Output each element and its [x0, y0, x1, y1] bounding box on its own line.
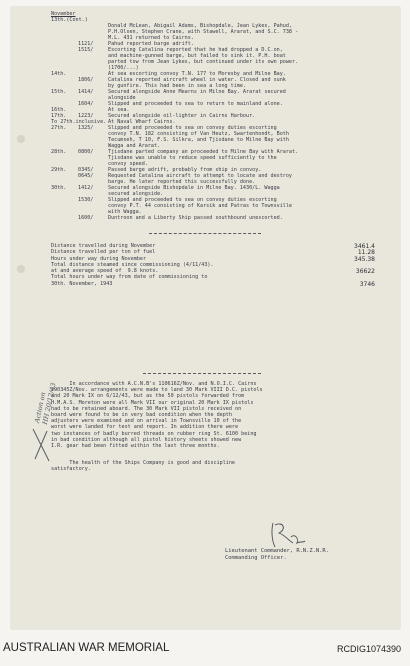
- log-time: 1414/: [78, 89, 94, 95]
- log-time: 1515/: [78, 47, 94, 53]
- log-time: 1223/: [78, 113, 94, 119]
- log-time: 1806/: [78, 77, 94, 83]
- log-text: At sea.: [108, 107, 130, 113]
- punch-hole: [17, 265, 25, 273]
- log-text: Slipped and proceeded to sea to return to mainland alone.: [108, 101, 283, 107]
- pistol-report-paragraph: In accordance with A.C.N.B's 110616Z/Nov. and N.O.I.C. Cairns 290345Z/Nov. arrangements were made to land 30 Mark VIII D.C. pistols and 20 Mark IX on 6/12/43, but as the 50 pistols forwarded from H.M.A.S. Moreton were all Mark VII our original 20 Mark IX pistols had to be retained aboard. The 30 Mark VII pistols received on board were found to be in very bad condition when the depth adjusters were examined and on arrival in Townsville 10 of the worst were landed for test and report. In addition there were two instances of badly burred threads on rubber ring St. 6100 being in bad condition although all pistol history sheets showed new I.R. gear had been fitted within the last three months.: [51, 381, 263, 450]
- divider-bottom: [143, 373, 261, 374]
- distance-label: Total distance steamed since commissioning (4/11/43).: [51, 261, 214, 268]
- log-text: Wagga and Ararat.: [108, 143, 161, 149]
- signature-role: Commanding Officer.: [225, 555, 287, 561]
- distance-value: 3461.4: [354, 243, 375, 250]
- distance-row: [51, 281, 387, 287]
- log-text: convoy speed.: [108, 161, 148, 167]
- distance-summary: [51, 243, 387, 287]
- log-text: Requested Catalina aircraft to attempt to locate and destroy: [108, 173, 293, 179]
- log-text: Secured alongside oil-lighter in Cairns Harbour.: [108, 113, 256, 119]
- log-text: barge. He later reported this successfully done.: [108, 179, 256, 185]
- log-time: 1530/: [78, 197, 94, 203]
- log-text: Tjisdane parted company an proceeded to Milne Bay with Ararat.: [108, 149, 299, 155]
- log-text: by gunfire. This had been in sea a long time.: [108, 83, 247, 89]
- footer-document-id: RCDIG1074390: [336, 644, 401, 654]
- log-day: 15th.: [51, 89, 67, 95]
- distance-value: 3746: [359, 280, 375, 288]
- log-text: Pahud reported barge adrift.: [108, 41, 194, 47]
- log-text: Duntroon and a Liberty Ship passed southbound unescorted.: [108, 215, 283, 221]
- log-text: Secured alongside Bishopdale in Milne Bay. 1430/L. Wagga: [108, 185, 280, 191]
- log-text: P.H.Olsen, Stephen Crane, with Stawell, Ararat, and S.C. 738 -: [108, 29, 299, 35]
- log-day: 17th.: [51, 113, 67, 119]
- health-statement: The health of the Ships Company is good and discipline satisfactory.: [51, 460, 236, 473]
- log-text: convoy P.T. 44 consisting of Karsik and Patras to Townsville: [108, 203, 293, 209]
- margin-note-text: Action on HH 20/12/43: [33, 381, 58, 426]
- log-text: convoy T.N. 182 consisting of Van Heutz, Swartenhondt, Both: [108, 131, 289, 137]
- log-day: 14th.: [51, 71, 67, 77]
- distance-value: 345.38: [354, 255, 375, 263]
- log-time: 1604/: [78, 101, 94, 107]
- continued-date: 13th.(Cont.): [51, 17, 88, 23]
- log-time: 0800/: [78, 149, 94, 155]
- log-text: secured alongside.: [108, 191, 164, 197]
- month-heading: November: [51, 11, 76, 17]
- log-time: 0645/: [78, 173, 94, 179]
- log-text: Catalina reported aircraft wheel in water. Closed and sunk: [108, 77, 286, 83]
- log-text: with Wagga.: [108, 209, 142, 215]
- log-text: Escorting Catalina reported that he had dropped a D.C.on,: [108, 47, 283, 53]
- distance-label: Distance travelled during November: [51, 243, 156, 249]
- distance-label: at and average speed of 9.8 knots.: [51, 268, 159, 275]
- log-time: 1600/: [78, 215, 94, 221]
- document-page: [11, 7, 400, 629]
- distance-label: Hours under way during November: [51, 255, 147, 262]
- log-text: parted tow from Jean Lykes, but continued under its own power.: [108, 59, 299, 65]
- punch-hole: [17, 135, 25, 143]
- divider-top: [149, 233, 261, 234]
- log-text: Slipped and proceeded to sea on convoy duties escorting: [108, 197, 277, 203]
- log-time: 1325/: [78, 125, 94, 131]
- log-text: At sea escorting convoy T.N. 177 to Moresby and Milne Bay.: [108, 71, 286, 77]
- margin-cross-mark: [29, 425, 53, 465]
- log-time: 1121/: [78, 41, 94, 47]
- log-day: 29th.: [51, 167, 67, 173]
- distance-label: Distance travelled per ton of fuel: [51, 249, 156, 256]
- log-day: 27th.: [51, 125, 67, 131]
- log-day: To 27th.inclusive.: [51, 119, 107, 125]
- log-text: At Naval Wharf Cairns.: [108, 119, 176, 125]
- log-row: [51, 215, 391, 221]
- footer-publisher: AUSTRALIAN WAR MEMORIAL: [3, 642, 170, 654]
- log-text: M.L. 431 returned to Cairns.: [108, 35, 194, 41]
- log-text: Tecumseh, T 10, F.S. Silkra, and Tjisdane to Milne Bay with: [108, 137, 289, 143]
- log-time: 1412/: [78, 185, 94, 191]
- log-text: Donald McLean, Abigail Adams, Bishopdale, Jean Lykes, Pahud,: [108, 23, 293, 29]
- log-entries: [51, 23, 391, 221]
- distance-value: 36622: [355, 268, 375, 276]
- log-text: and machine-gunned barge, but failed to sink it. P.H. boat: [108, 53, 286, 59]
- log-text: (1700/...): [108, 65, 139, 71]
- distance-label: 30th. November, 1943: [51, 280, 113, 287]
- log-text: Secured alongside Anne Mearns in Milne Bay. Ararat secured: [108, 89, 286, 95]
- distance-value: 11.28: [357, 249, 375, 257]
- log-time: 0345/: [78, 167, 94, 173]
- log-day: 30th.: [51, 185, 67, 191]
- log-day: 28th.: [51, 149, 67, 155]
- signature-rank: Lieutenant Commander, R.N.Z.N.R.: [225, 548, 329, 554]
- log-day: 16th.: [51, 107, 67, 113]
- log-text: alongside: [108, 95, 136, 101]
- log-text: Passed barge adrift, probably from ship in convoy.: [108, 167, 262, 173]
- log-text: Tjisdane was unable to reduce speed sufficiently to the: [108, 155, 277, 161]
- log-text: Slipped and proceeded to sea on convoy duties escorting: [108, 125, 277, 131]
- distance-label: Total hours under way from date of commissioning to: [51, 274, 208, 281]
